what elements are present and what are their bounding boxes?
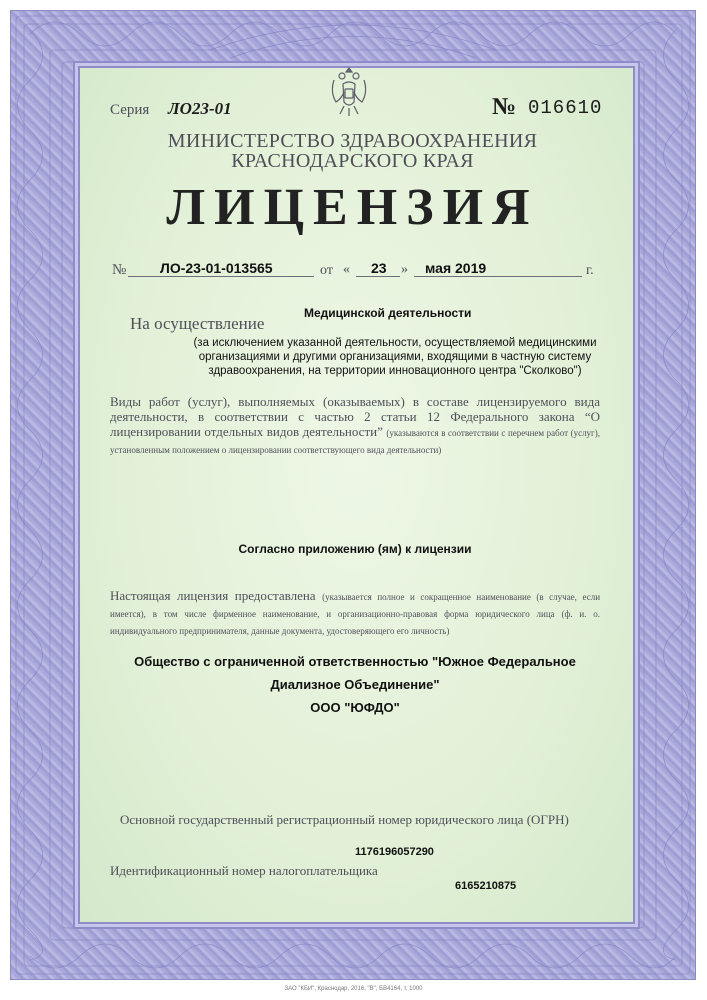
grantee-paragraph bbox=[110, 588, 600, 639]
series-label: Серия bbox=[110, 102, 150, 118]
inn-value: 6165210875 bbox=[455, 880, 517, 892]
ministry-line-1: МИНИСТЕРСТВО ЗДРАВООХРАНЕНИЯ bbox=[167, 130, 538, 152]
license-day: 23 bbox=[371, 260, 387, 276]
license-number-sign: № bbox=[112, 262, 127, 278]
day-quote-open: « bbox=[343, 262, 350, 277]
grantee-name-line-1: Общество с ограниченной ответственностью "Южное Федеральное bbox=[134, 654, 576, 669]
license-month-year: мая 2019 bbox=[425, 260, 487, 276]
ministry-line-2: КРАСНОДАРСКОГО КРАЯ bbox=[231, 150, 474, 172]
activity-type: Медицинской деятельности bbox=[304, 306, 472, 320]
license-number-underline bbox=[128, 276, 314, 277]
grantee-name bbox=[110, 650, 600, 719]
ogrn-label: Основной государственный регистрационный номер юридического лица (ОГРН) bbox=[120, 812, 569, 827]
activity-note-line: организациями и другими организациями, входящими в частную систему bbox=[198, 351, 592, 363]
document-title: ЛИЦЕНЗИЯ bbox=[166, 179, 539, 236]
works-note: (указываются в соответствии с перечнем работ (услуг), установленным положением о лицензировании соответствующего вида деятельности) bbox=[110, 428, 600, 455]
grantee-short-name: ООО "ЮФДО" bbox=[310, 700, 400, 715]
inn-label: Идентификационный номер налогоплательщика bbox=[110, 863, 378, 878]
license-number: ЛО-23-01-013565 bbox=[160, 260, 273, 276]
form-number: 016610 bbox=[528, 97, 603, 119]
form-number-sign: № bbox=[492, 94, 517, 120]
grantee-name-line-2: Диализное Объединение" bbox=[270, 677, 440, 692]
from-word: от bbox=[320, 263, 333, 278]
printer-imprint: ЗАО "КБИ", Краснодар, 2016, "В", БВ4164, т. 1000 bbox=[284, 986, 423, 992]
day-quote-close: » bbox=[401, 262, 408, 277]
works-text: Виды работ (услуг), выполняемых (оказываемых) в составе лицензируемого вида деятельности, в соответствии с частью 2 статьи 12 Федерального закона “О лицензировании отдельных видов деятельности” bbox=[110, 394, 600, 439]
month-underline bbox=[414, 276, 582, 277]
year-suffix: г. bbox=[586, 263, 594, 278]
activity-note-line: здравоохранения, на территории инновационного центра "Сколково") bbox=[208, 365, 582, 377]
coat-of-arms-icon bbox=[326, 62, 372, 118]
ogrn-value: 1176196057290 bbox=[355, 846, 434, 858]
activity-note bbox=[190, 336, 600, 378]
grantee-text: Настоящая лицензия предоставлена bbox=[110, 588, 316, 603]
series-value: ЛО23-01 bbox=[168, 99, 232, 118]
activity-label: На осуществление bbox=[130, 314, 265, 333]
grantee-note: (указывается полное и сокращенное наименование (в случае, если имеется), в том числе фирменное наименование, и организационно-правовая форма юридического лица (ф. и. о. индивидуального предпринимателя, данные документа, удостоверяющего его личность) bbox=[110, 592, 601, 636]
day-underline bbox=[356, 276, 400, 277]
works-paragraph bbox=[110, 394, 600, 458]
activity-note-line: (за исключением указанной деятельности, осуществляемой медицинскими bbox=[193, 337, 597, 349]
works-value: Согласно приложению (ям) к лицензии bbox=[238, 542, 472, 556]
